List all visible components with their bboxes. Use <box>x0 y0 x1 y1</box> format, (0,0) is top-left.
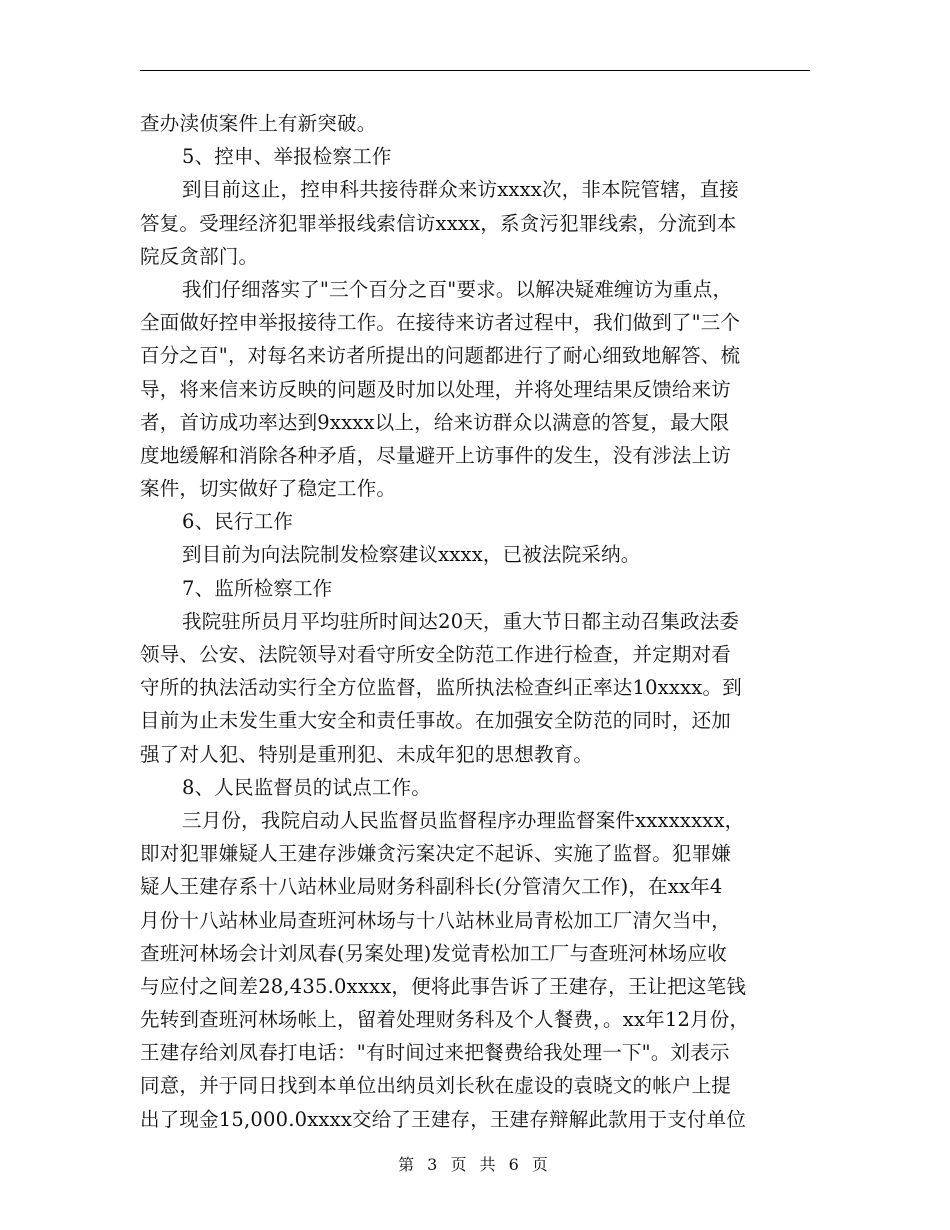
text-line: 我们仔细落实了"三个百分之百"要求。以解决疑难缠访为重点， <box>182 277 733 301</box>
text-line: 我院驻所员月平均驻所时间达20天，重大节日都主动召集政法委 <box>182 609 740 633</box>
text-line: 与应付之间差28,435.0xxxx，便将此事告诉了王建存，王让把这笔钱 <box>140 974 747 998</box>
text-line: 百分之百"，对每名来访者所提出的问题都进行了耐心细致地解答、梳 <box>140 344 741 368</box>
text-line: 领导、公安、法院领导对看守所安全防范工作进行检查，并定期对看 <box>140 643 732 666</box>
text-line: 度地缓解和消除各种矛盾，尽量避开上访事件的发生，没有涉法上访 <box>140 443 732 467</box>
text-line: 案件，切实做好了稳定工作。 <box>140 477 397 501</box>
text-line: 即对犯罪嫌疑人王建存涉嫌贪污案决定不起诉、实施了监督。犯罪嫌 <box>140 842 732 866</box>
text-line: 导，将来信来访反映的问题及时加以处理，并将处理结果反馈给来访 <box>140 377 732 401</box>
text-line: 7、监所检察工作 <box>182 576 333 600</box>
text-line: 月份十八站林业局查班河林场与十八站林业局青松加工厂清欠当中， <box>140 908 732 932</box>
text-line: 到目前为向法院制发检察建议xxxx，已被法院采纳。 <box>182 543 641 567</box>
text-line: 目前为止未发生重大安全和责任事故。在加强安全防范的同时，还加 <box>140 709 732 733</box>
text-line: 强了对人犯、特别是重刑犯、未成年犯的思想教育。 <box>140 742 594 766</box>
text-line: 者，首访成功率达到9xxxx以上，给来访群众以满意的答复，最大限 <box>140 410 730 434</box>
text-line: 全面做好控申举报接待工作。在接待来访者过程中，我们做到了"三个 <box>140 311 741 335</box>
text-line: 6、民行工作 <box>182 510 294 534</box>
text-line: 守所的执法活动实行全方位监督，监所执法检查纠正率达10xxxx。到 <box>140 676 742 700</box>
text-line: 三月份，我院启动人民监督员监督程序办理监督案件xxxxxxxx， <box>182 808 745 832</box>
text-line: 到目前这止，控申科共接待群众来访xxxx次，非本院管辖，直接 <box>182 178 739 202</box>
text-line: 答复。受理经济犯罪举报线索信访xxxx，系贪污犯罪线索，分流到本 <box>140 211 737 235</box>
text-line: 王建存给刘凤春打电话："有时间过来把餐费给我处理一下"。刘表示 <box>140 1041 730 1065</box>
text-line: 查班河林场会计刘凤春(另案处理)发觉青松加工厂与查班河林场应收 <box>140 941 727 965</box>
text-line: 院反贪部门。 <box>140 244 259 268</box>
text-line: 先转到查班河林场帐上，留着处理财务科及个人餐费，。xx年12月份， <box>140 1008 750 1032</box>
text-line: 8、人民监督员的试点工作。 <box>182 775 432 799</box>
text-line: 查办渎侦案件上有新突破。 <box>140 112 377 135</box>
document-body <box>140 107 810 1136</box>
text-line: 疑人王建存系十八站林业局财务科副科长(分管清欠工作)，在xx年4 <box>140 875 723 899</box>
page-number: 第 3 页 共 6 页 <box>398 1155 552 1174</box>
text-line: 5、控申、举报检察工作 <box>182 145 392 169</box>
text-line: 同意，并于同日找到本单位出纳员刘长秋在虚设的袁晓文的帐户上提 <box>140 1074 732 1098</box>
header-rule <box>140 70 810 71</box>
page-footer <box>0 1152 950 1175</box>
text-line: 出了现金15,000.0xxxx交给了王建存，王建存辩解此款用于支付单位 <box>140 1107 747 1131</box>
